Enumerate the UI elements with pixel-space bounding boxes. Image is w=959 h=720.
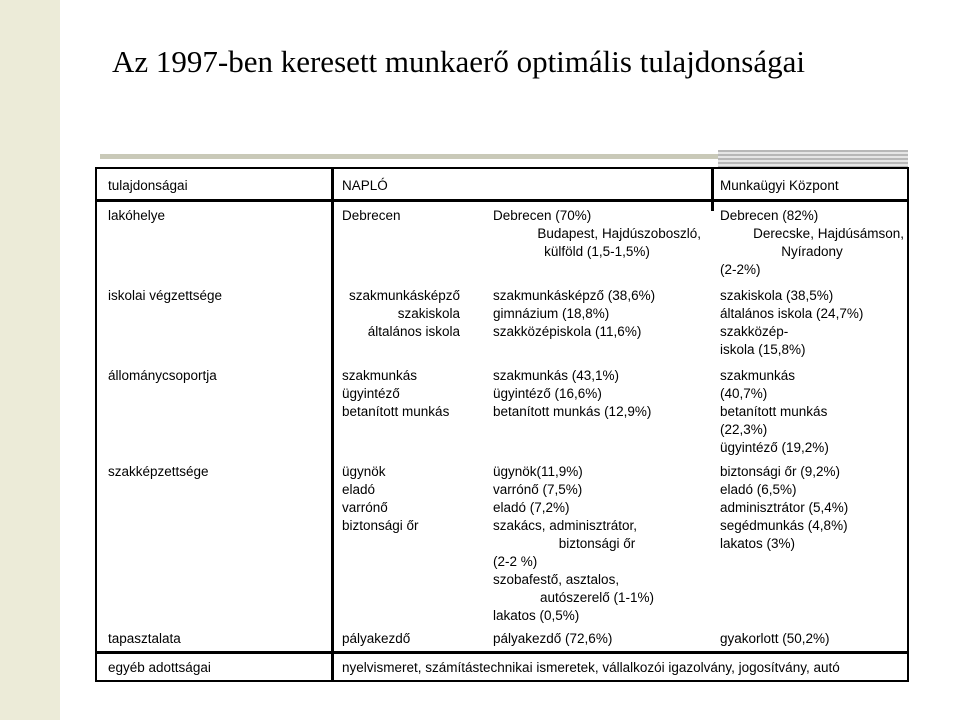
mk-lakohelye: Debrecen (82%) Derecske, Hajdúsámson, Nyíradony (2-2%) (720, 208, 904, 277)
left-decorative-band (0, 0, 60, 720)
row-label-egyeb-adottsagai: egyéb adottságai (108, 660, 211, 675)
mk-allomanycsoportja: szakmunkás (40,7%) betanított munkás (22,3%) ügyintéző (19,2%) (720, 368, 829, 455)
col3-iskolai-vegzettsege: szakmunkásképző (38,6%) gimnázium (18,8%) szakközépiskola (11,6%) (493, 288, 656, 339)
header-naplo: NAPLÓ (342, 178, 388, 193)
col3-allomanycsoportja: szakmunkás (43,1%) ügyintéző (16,6%) betanított munkás (12,9%) (493, 368, 652, 419)
row-label-iskolai-vegzettsege: iskolai végzettsége (108, 288, 223, 303)
mk-iskolai-vegzettsege: szakiskola (38,5%) általános iskola (24,7%) szakközép- iskola (15,8%) (720, 288, 864, 357)
comparison-table (95, 167, 909, 682)
col3-szakkepzettsege: ügynök(11,9%) varrónő (7,5%) eladó (7,2%) szakács, adminisztrátor, biztonsági őr (2-2 %) szobafestő, asztalos, autószerelő (1-1%) lakatos (0,5%) (493, 464, 655, 623)
slide-title: Az 1997-ben keresett munkaerő optimális tulajdonságai (112, 44, 806, 79)
col3-tapasztalata: pályakezdő (72,6%) (493, 631, 613, 646)
mk-szakkepzettsege: biztonsági őr (9,2%) eladó (6,5%) adminisztrátor (5,4%) segédmunkás (4,8%) lakatos (3%) (720, 464, 849, 551)
row-label-lakohelye: lakóhelye (108, 208, 166, 223)
egyeb-adottsagai-value: nyelvismeret, számítástechnikai ismeretek, vállalkozói igazolvány, jogosítvány, autó (342, 660, 840, 675)
naplo-allomanycsoportja: szakmunkás ügyintéző betanított munkás (342, 368, 450, 419)
table-lastrow-divider (97, 651, 907, 654)
table-header-divider (97, 199, 907, 202)
table-divider-col1 (331, 169, 334, 680)
header-tulajdonsagai: tulajdonságai (108, 178, 188, 193)
col3-lakohelye: Debrecen (70%) Budapest, Hajdúszoboszló, külföld (1,5-1,5%) (493, 208, 701, 259)
row-label-tapasztalata: tapasztalata (108, 631, 181, 646)
header-munkaugyi-kozpont: Munkaügyi Központ (720, 178, 839, 193)
mk-tapasztalata: gyakorlott (50,2%) (720, 631, 830, 646)
naplo-iskolai-vegzettsege: szakmunkásképző szakiskola általános iskola (348, 288, 460, 339)
naplo-tapasztalata: pályakezdő (342, 631, 411, 646)
naplo-szakkepzettsege: ügynök eladó varrónő biztonsági őr (342, 464, 419, 533)
naplo-lakohelye: Debrecen (342, 208, 401, 223)
row-label-szakkepzettsege: szakképzettsége (108, 464, 209, 479)
row-label-allomanycsoportja: állománycsoportja (108, 368, 217, 383)
corner-hatch-decoration (718, 150, 908, 168)
table-divider-col3 (711, 169, 714, 211)
